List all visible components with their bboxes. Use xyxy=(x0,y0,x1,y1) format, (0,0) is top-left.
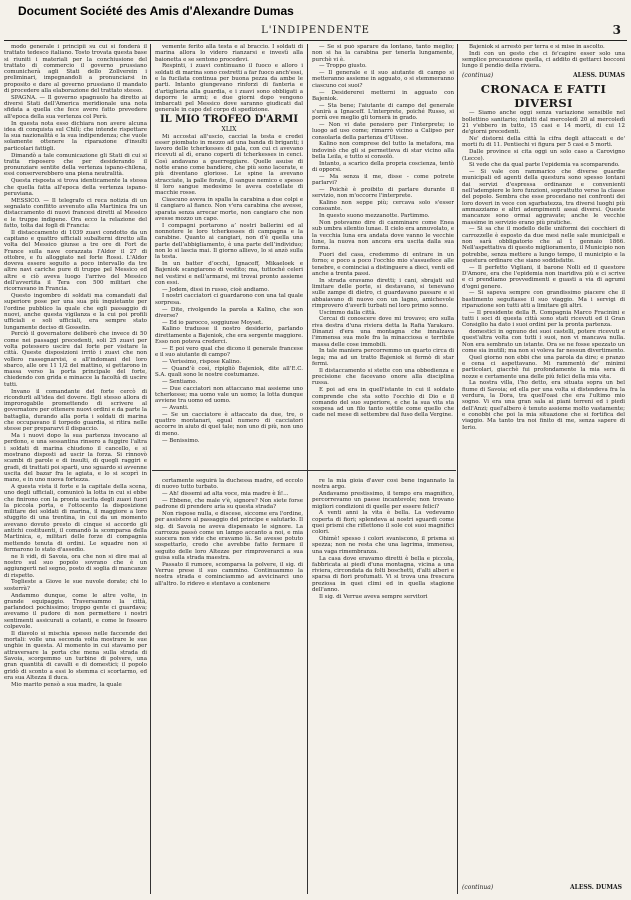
paragraph: Kalino tradusse il nostro desiderio, parlando direttamente a Bajeniok, che era sergente maggiore. Esso non poteva crederci. xyxy=(155,326,303,346)
paragraph: — Due cacciatori non attaccano mai assieme uno tcherkesse; ma uomo vale un uomo; la lotta dunque avviene tra uomo ed uomo. xyxy=(155,385,303,405)
paragraph: vemente ferito alla testa e al braccio. I soldati di marina allora lo videro rianzarsi e investì alla baionetta e se sentono procedevi. xyxy=(155,44,303,63)
paragraph: — Desidererei metterni in agguato con Bajeniok. xyxy=(312,89,454,102)
paragraph: Non potevamo dire di camminare come Enea sub umbra silentio lunae. Il cielo era annuvolato, e la vecchia luna era andata dove vanno le vecchie lune, la nuova non ancora era uscita dalla sua forma. xyxy=(312,220,454,252)
paragraph: Uscimmo dalla città. xyxy=(319,309,377,316)
paragraph: — Il generale e il suo aiutante di campo si metteranno assieme in agguato, o si stemmeranno ciascuno coi suoi? xyxy=(312,70,454,89)
continua-label: (continua) xyxy=(462,884,494,891)
paragraph: — Ah! dissemi ad alta voce, mia madre è lì!… xyxy=(162,491,289,498)
signature-line xyxy=(462,73,625,79)
paragraph: In questo suono mezzanotte. Partimmo. xyxy=(319,213,430,220)
paragraph: domestici in ognuno dei suoi castelli, potere ricevuti e quest'altra volta con tutti i suoi, non vi mancava nulla. Non era sembrato un istante. Ora se ne fosse spezzato un come sia inutili; ma non si voleva far nessun divertimento. xyxy=(462,329,625,354)
paragraph: Andavamo prestissimo, il tempo era magnifico, percorrevamo un paese incantevole; non trovano migliori condizioni di quelle per essere felici? xyxy=(312,491,454,510)
paragraph: — Ebbene, che male v'è, signore? Non siete forse padrone di prendere aria su questa strada? xyxy=(155,497,303,511)
paragraph: — Benissimo. xyxy=(162,437,200,444)
paragraph: — Jodem, dissi in russo, cioè andiamo. xyxy=(162,286,270,293)
paragraph: Indi con un gesto che ci fe'capire esser solo una semplice precauzione quella, ci addito di gettarci bocconi lungo il pendio della riviera. xyxy=(462,50,625,70)
paragraph: Passato il rumore, scomparsa la polvere, il sig. di Verrue prese il suo cammino. Continuammo la nostra strada e cominciammo ad avvicinarci uno all'altro. Io ridevo e stentavo a contenere xyxy=(155,561,303,587)
paragraph: Kalino non comprese del tutto la metafora, ma indovinò che gli si permetteva di star vicino alla bella Leila, e tutto si consolò. xyxy=(312,141,454,161)
paragraph: certamente seguirà la duchessa madre, ed eccolo di nuovo tutto turbato. xyxy=(155,478,303,491)
paragraph: ne li vidi, di Savoia, ora che non si dire mai al nostro sul suo popolo sovrano che è un aggiungerti nel segno, posto di soglia di mancanze di rispetto. xyxy=(4,553,147,579)
column-divider xyxy=(307,44,308,894)
column-divider xyxy=(150,44,151,894)
paragraph: re la mia gioia d'aver così bene ingannato la nostra argo. xyxy=(312,478,454,491)
paragraph: Dalle province si cita oggi un solo caso a Carovigno (Lecce). xyxy=(462,149,625,162)
page-number: 3 xyxy=(612,23,621,37)
paragraph: Si vede che da qual parte l'epidemia va scomparendo. xyxy=(469,162,620,169)
paragraph: Toglieste a Giove le sue nuvole dorate; chi lo sosterrà? xyxy=(4,579,147,592)
paragraph: Il sig. di Verrue aveva sempre servitori xyxy=(319,593,428,600)
paragraph: Mio marito pensò a sua madre, la quale xyxy=(11,681,122,688)
paragraph: Bajeniok si arrestò per terra e si mise in ascolto. xyxy=(469,44,605,50)
paragraph: Intanto, a scarico della propria coscienza, tentò di opporsi. xyxy=(312,160,454,174)
column-2-upper xyxy=(155,44,303,463)
paragraph: — Poichè è proibito di parlare durante il servizio, non m'occorre l'interprete. xyxy=(312,187,454,200)
paragraph: — Il perfetto Vigliani, il barone Nolli ed il questore D'Amore, era che l'epidemia non inaridiva più e ci scrive e ci prendiamo provvedimenti e guasti a via di agrumi d'ogni genere. xyxy=(462,264,625,290)
paragraph: I nostri cacciatori ci guardarono con una tal quale sorpresa. xyxy=(155,293,303,306)
paragraph: Ne' distorni della città la cifra degli attaccati e de' morti fu di 11. Pentiechi vi figura per 5 casi e 5 morti. xyxy=(462,136,625,149)
column-3-upper xyxy=(312,44,454,463)
paragraph: Fuori del casa, credemmo di entrare in un forno; e poco a poco l'occhio mio s'assuefece alle tenebre, e cominciai a distinguere a dieci, venti ed anche a trenta passi. xyxy=(312,252,454,277)
paragraph: La nostra villa, l'ho detto, era situata sopra un bel fiume di Savoia; ed ella per una volta si distendeva fra la verdura, la Dora, tra quell'oasi che era l'ultimo mio sogno. Vi era una gran sala ai piani terreni ed i piedi dell'Anzi; quel'albero è tenuto assieme molto vastamente; e conobbi che poi la mia situazione che si fortifica del viaggio. Ma tanto tra noi finito di me, senza sapere di Ierio. xyxy=(462,380,625,431)
column-1 xyxy=(4,44,147,892)
paragraph: Il distaccamento si stette con una obbedienza e precisione che facevano onore alla disciplina russa. xyxy=(312,367,454,387)
document-title: Document Société des Amis d'Alexandre Dumas xyxy=(18,4,294,18)
feuilleton-title: IL MIO TROFEO D'ARMI xyxy=(159,114,299,126)
paragraph: Invano il comandante del forte cercò di ricondurli all'idea del dovere. Egli stesso allora di improrogabile promettendo di scrivere al governatore per ottenere nuovi ordini e da parte la battaglia, durando alla porta i soldati di marina che occupavano il torpedo guardia, si ritira nelle stesse per prepararvi il dispaccio. xyxy=(4,388,147,433)
section-divider xyxy=(152,470,456,471)
paragraph: Kalino non seppe più; cercava solo s'esser consoante. xyxy=(312,200,454,213)
column-4 xyxy=(462,44,625,892)
paragraph: — Troppo giusto. xyxy=(319,63,367,70)
newspaper-name: L'INDIPENDENTE xyxy=(261,25,370,36)
paragraph: — Dite, rivolgendo la parola a Kalino, che son diverse? xyxy=(155,306,303,319)
paragraph: In questa nota esso dichiara non avere alcuna idea di conquista sul Chilì; che intende rispettare la sua nazionalità e la sua indipendenza; che vuole solamente ottenere la riparazione d'insulti particolari fattigli. xyxy=(4,120,147,152)
paragraph: E poi ad era in quell'istante in cui il soldato comprende che sta sotto l'occhio di Dio e il comando del suo superiore, e che la sua vita sta sospesa ad un filo tanto sottile come quello che cade nel mese di settembre dal fuso della Vergine. xyxy=(312,387,454,419)
paragraph: — Si sa che il modello delle uniformi dei cocchieri di carrozzelle è esposto da due mesi nelle sale municipali e non sarà obbligatorio che al 1 gennaio 1866. Nell'aspettativa di questo miglioramento, il Municipio non potrebbe, senza mettere a lungo tempo, il municipio e la questura ordinare che siano soddisfatte. xyxy=(462,226,625,264)
paragraph: Dimandò a tale comunicazione gli Stati di cui si tratta risposero che per desiderando il pronunziare sentite della vertenza ispano-chilena, essi conserverebbero una piena neutralità. xyxy=(4,152,147,178)
paragraph: — Se si può sparare da lontano, tanto meglio; non si ha la carabina per tenerla lungamente, purchè vi è. xyxy=(312,44,454,63)
column-divider xyxy=(457,44,458,894)
paragraph: Cercai di conoscere dove mi trovavo; ero sulla riva destra d'una riviera detta la Rafia Yarakaro. Dinanzi d'era una montagna che innalzava l'immensa sua mole fra la minacciosa e terribile massa delle cose immobili. xyxy=(312,316,454,348)
paragraph: In un batter d’occhi, Ignaceff, Mikaeloek e Bajeniok scangiarono di vestito; ma, tuttoché celeri nel vestirsi e nell’armarsi, mi trovai pronto assieme con essi. xyxy=(155,261,303,286)
column-2-lower xyxy=(155,478,303,892)
paragraph: — Avanti. xyxy=(162,405,189,412)
paragraph: A questa vista il forte e la capitale della scena, uno degli ufficiali, comunicò la lotta in cui si ebbe che finirono con la pronta uscita degli zuavi fuori la piccola porta, e l'ottocento la disposizione militare dei soldati di marina, il maggiore a loro sfuggito di una trentina, in cui da un momento avevano dovuto presto di cinque si accordo gli antichi costituenti, il comandò la scomparsa della Martinica, e, militari delle forze di compagnia mettendo tenuta di ordini. Le squadre non si fermarono lo stato d'assedio. xyxy=(4,483,147,553)
paragraph: — Quand’è così, ripigliò Bajeniok, dite all’E.C. S.A. quali sono le nostre costumanze. xyxy=(155,365,303,379)
paragraph: Non rispose nulla, e discese, siccome era l'ordine, per assistere al passaggio del principe e salutarlo. Il sig. di Savoia ne aveva dispensato le signore. La carrozza passò come un lampo accanto a noi, e mia suocera non vide che eravamo là. Se avesse potuto sospettarlo, credo che avrebbe fatto fermare il seguito delle loro Altezze per rimproverarci a sua guisa sulla strada maestra. xyxy=(155,510,303,562)
paragraph: In strada eravamo diretti; i cani, sbrajati sul limitare delle porte, si destavano, si tenevano sulle zampe di dietro, ci guardavano passare e si abbaiavano di nuovo con un lagno, amichevole rimprovero d'averli turbati nel loro primo sonno. xyxy=(312,277,454,309)
paragraph: — Ma senza il me, disse - come potrete parlarvi? xyxy=(312,173,454,187)
paragraph: I compagni portarono a’ nostri ballerini ed al nonnotere le loro tcherkesses di campagna e la carabine. Quanto ai cangiari, non d’è quella una parte dell’abbigliamento, è una parte dell’individuo; non lo si lascia mai. Il giorno allievo, lo si anzò sulla la testa. xyxy=(155,222,303,261)
paragraph: Mi accostai all'uscio, cacciai la testa e credei esser piombato in mezzo ad una banda di briganti; i lavoro delle tcherkesses di gala, con cui ci avevano ricevuti al dì, erano coperti di tcherkesses in cenci. Così andavano a guerreggiare. Quelle asuise di notte erano come bandiere, che più sono lacerate, e più diventano gloriose. Le spine la avevano stracciate, la palle forate, il sangue nemico e spesso il loro sangue medesimo le aveva costellate di macchie rosse. xyxy=(155,133,303,197)
feuilleton-chapter: XLIX xyxy=(221,125,237,133)
paragraph: Perciò il governatore deliberò che invece di 50 come nei passaggi precedenti, soli 25 zuavi per volta potessero uscire dal forte per visitare la città. Queste disposizioni irritò i zuavi che non vollero rassegnarvisi, e all'indomani del loro sbarco, alle ore 11 1/2 del mattino, si gettarono in massa verso la porta principale del forte, chiedendo con grida e minacce la facoltà di uscire tutti. xyxy=(4,331,147,388)
paragraph: — Non vi date pensiero per l'interprete; io luogo ad uso come; rimarrò vicino a Calipso per consolarla della partenza d'Ulisse. xyxy=(312,122,454,141)
paragraph: Il distaccamento di 1039 zuavi condotto da un capitano e quattro ufficiali subalterni diretto alla volta del Messico giunse a tre ore di Fort de France sulla nave corazzata l'Aldor il 27 di ottobre, e fu alloggiato nel forte Rossi. L'Aldor doveva essere seguito a poco intervallo da tre altre navi cariche pure di truppe pel Messico ed altre e ciò aveva luogo l'arrivo del Messico dell'avvertita il Tera con 500 militari che ricorravano in Francia. xyxy=(4,229,147,293)
paragraph: Questo ingombro di soldati ma comandati dal superiore pose per una sua più inquietante per l'ordine pubblico la quale che egli passaggio di nuovi, anche questa vigilanza e la cui poi profili ufficiali e soli ufficiali, era sempre stato lungamente deciso di Gosselin. xyxy=(4,293,147,331)
signature-line-bottom xyxy=(462,884,622,891)
paragraph: In tale maniera percorremmo un quarto circa di lega; ma ad un tratto Bajeniok si fermò di star fermi. xyxy=(312,348,454,368)
paragraph: — Il presidente della R. Compagnia Marco Fracinini e tutti i soci di questa città sono stati ricevuti ed il Gran Consiglio ha dato i suoi ordini per la pronta partenza. xyxy=(462,309,625,329)
column-3-lower xyxy=(312,478,454,892)
paragraph: SPAGNA. — Il governo spagnuolo ha diretto ai diversi Stati dell'America meridionale una nota sfidata a quella che fece avere fatto prevedere all'epoca della sua vertenza col Perù. xyxy=(4,94,147,120)
paragraph: Ohimè! spesso i colori svaniscono, il prisma si spezza; non ne resta che una lagrima, immensa, una vaga rimembranza. xyxy=(312,536,454,555)
paragraph: Andammo dunque, come le altre volte, in grande equipaggio. Traversammo la città, parlandoci pochissimo; troppo gente ci guardava; avevamo il pudore di non permettere i nostri sentimenti assicurati a cotanti, e come le fossero colpevole. xyxy=(4,592,147,631)
paragraph: Ciascuno aveva in spalla la carabina a due colpi e il cangiaro al fianco. Non v'era carabina che avesse, sparata senza arrecar morte, non cangiaro che non avesse mozzo un capo. xyxy=(155,197,303,222)
author-name: ALESS. DUMAS xyxy=(569,884,622,891)
continua-label: (continua) xyxy=(462,71,494,79)
paragraph: La casa dove eravamo diretti è bella e piccola, fabbricata ai piedi d'una montagna, vicina a una riviera, circondata da folti boschetti, d'alti alberi e sparsa di fiori profumati. Vi si trova una frescura preziosa in quei climi ed in quella stagione dell'anno. xyxy=(312,555,454,594)
paragraph: Ma i nuovi dopo la sua partenza invocano al perdono, e una sessantina rinsero a fuggire l'altra i soldati di marina chiudono il cancello, e si mostrano disposti ad uscir la forza. Si rinnovò scambi di parole e di insulti, di quegli raggiri e gradi, di trattati poi sparti, uno sguardo si avvenne uscita del bazar fra le agiata, e lo si scoprì in mano, e in uno nuova fortezza. xyxy=(4,433,147,484)
paragraph: — Si vale con rammarico che diverse guardie municipali ed agenti della questura sono spesso lontani dai servizi d'espressa ordinanze e convenienti nell'adempiere le loro funzioni, soprattutto verso la classe del popolo. Sembra che esse procedano nei confronti dei loro doveri in vece con sgarbatezza, tra diversi luoghi più ammazziamo e altri adempimenti assai diversi. Queste mancanze sono ormai aggravate; anche le vecchie massime in servizio erano più pratiche. xyxy=(462,169,625,226)
paragraph: — Sentiamo. xyxy=(162,378,198,385)
paragraph: — Si sapeva sempre con grandissimo piacere che il bastimento seguitasse il suo viaggio. Ma i servigi di riparazione son tutti atti a limitare gli altri. xyxy=(462,290,625,309)
paragraph: Quel giorno non ebbi che una parola da dire; e pranzo e cena ci aspettavano. Mi rammentò de' minimi particolari, giacchè fui profondamente la mia sera di nozze e certamente una delle più felici della mia vita. xyxy=(462,354,625,380)
paragraph: — Ed io parocco, soggiunse Moyset. xyxy=(162,319,263,326)
paragraph: — E poi vero qual che dicono il generale francese e il suo aiutante di campo? xyxy=(155,345,303,359)
paragraph: A venti anni la vita è bella. La vedevamo coperta di fiori; splendeva ai nostri sguardi come quei prismi che riflettono il sole coi suoi magnifici colori. xyxy=(312,510,454,536)
paragraph: — Se un cacciatore è attaccato da due, tre, o quattro montanari, egual numero di cacciatori accorre in aiuto di quel tale; non uno di più, non uno di meno. xyxy=(155,411,303,437)
paragraph: MESSICO. — Il telegrafo ci reca notizia di un segnalato conflitto avvenuto alla Martinica fra un distaccamento di nuovi francesi diretti al Messico e le truppe indigene. Ora ecco la relazione del fatto, tolta dai fogli di Francia: xyxy=(4,197,147,229)
paragraph: Il diavolo si mischia spesso nelle faccende dei mortali: volle una seconda volta mostrare le sue unghie in questa. Al momento in cui stavamo per attraversare la porta che mena sulla strada di Savoia, scorgemmo un turbine di polvere, una gran quantità di cavalli e di domestici; il popolo gridò di sconto a essi lo stemma ci scortarmo, ed era sua Altezza il duca. xyxy=(4,630,147,681)
author-name: ALESS. DUMAS xyxy=(572,71,625,79)
paragraph: — Verissimo, rispose Kalino. xyxy=(162,358,242,365)
paragraph: — Sta bene; l'aiutante di campo del generale s'unirà a Ignaceff. L'interprete, poiché Russo, si porrà ove meglio gli tornerà in grado. xyxy=(312,102,454,122)
paragraph: — Siamo anche oggi senza variazione sensibile nel bollettino sanitario; infatti dal mercoledì 20 al mercoledì 21 v'ebbero in tutto, 15 casi e 14 morti, di cui 12 de'giorni precedenti. xyxy=(462,110,625,136)
paragraph: modo generale i principii su cui si fonderà il trattato tedesco italiano. Tosto trovata questa base si riuniti i materiali per la conchiusione del trattato di commercio il governo prussiano comunicherà agli Stati dello Zollverein i preliminari, impegnandoli a pronunciarsi in proposito e dare al governo prussiano il mandato di procedere alla elaborazione del trattato stesso. xyxy=(4,44,147,95)
cronaca-heading: CRONACA E FATTI DIVERSI xyxy=(480,81,607,110)
paragraph: Questa risposta si trova identicamente la stessa che quella fatta all'epoca della vertenza ispano-peruviana. xyxy=(4,178,147,197)
masthead xyxy=(4,22,627,41)
paragraph: Respinti, i zuavi continuano il fuoco e alloro i soldati di marina sono costretti a far fuoco anch'essi, e la fucilata continua per buona pezza da ambe le parti. Intanto giungevano rinforzi di fanteria e d'artiglieria alla guardia, e i zuavi sono obbligati a deporre le armi; e due giorni dopo vengono imbarcati pel Messico dove saranno giudicati dal generale in capo del corpo di spedizione. xyxy=(155,63,303,114)
